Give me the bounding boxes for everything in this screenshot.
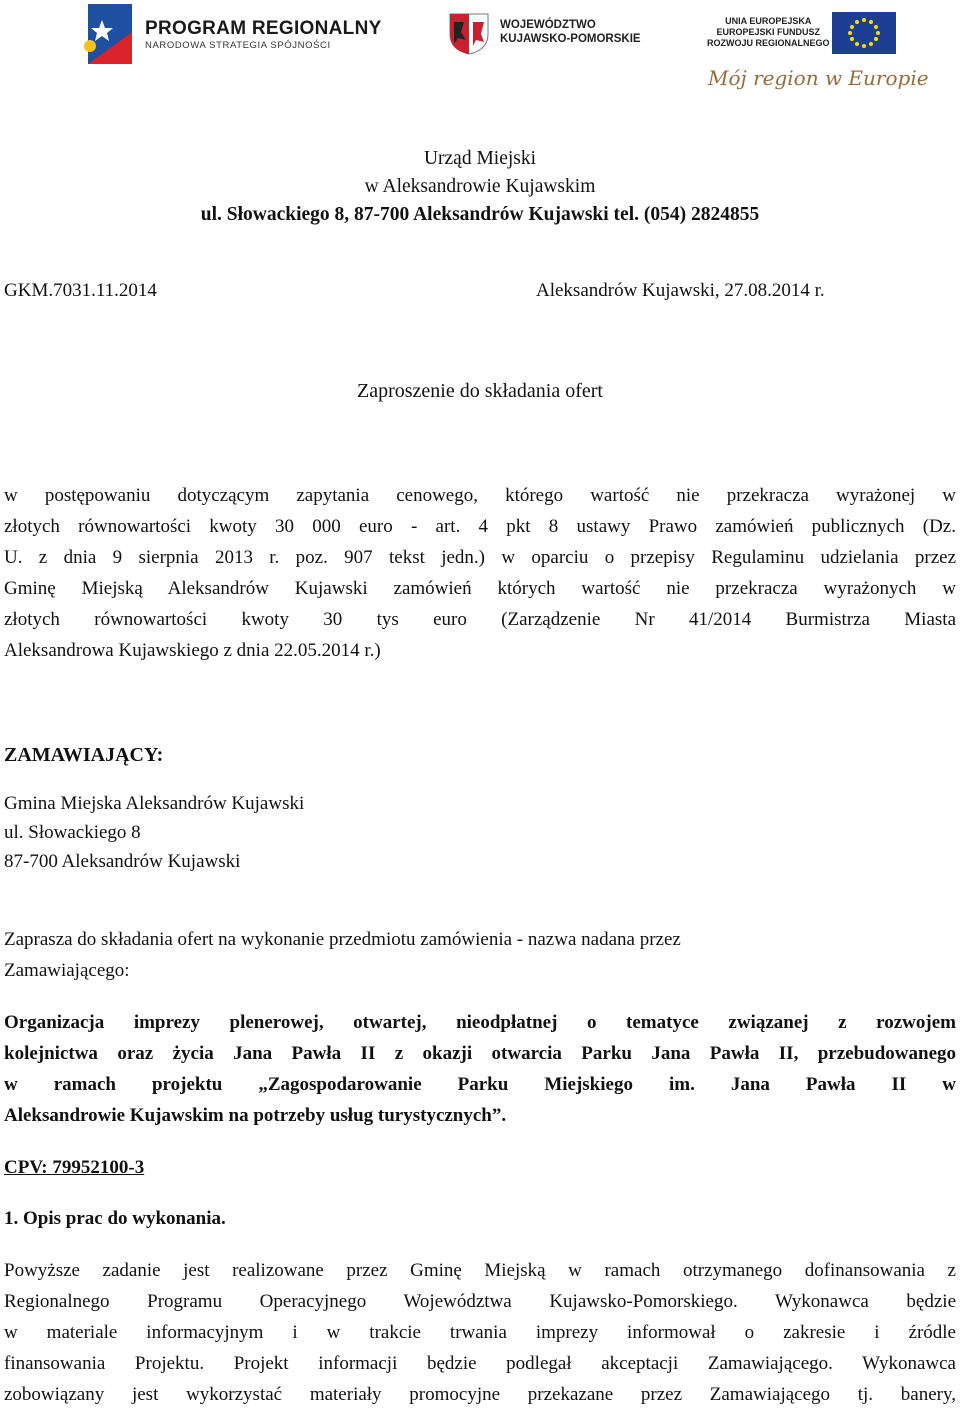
wojewodztwo-line2: KUJAWSKO-POMORSKIE bbox=[500, 33, 641, 45]
section-1-line: finansowania Projektu. Projekt informacji będzie podlegał akceptacji Zamawiającego. Wykonawca bbox=[4, 1353, 956, 1374]
eu-text bbox=[707, 16, 830, 49]
eu-line3: ROZWOJU REGIONALNEGO bbox=[707, 38, 830, 48]
cpv-code: CPV: 79952100-3 bbox=[4, 1157, 145, 1178]
intro-line: w postępowaniu dotyczącym zapytania cenowego, którego wartość nie przekracza wyrażonej w bbox=[4, 485, 956, 506]
section-1-heading: 1. Opis prac do wykonania. bbox=[4, 1208, 226, 1229]
subject-paragraph bbox=[4, 1007, 956, 1131]
subject-line: Aleksandrowie Kujawskim na potrzeby usług turystycznych”. bbox=[4, 1105, 507, 1126]
zamawiajacy-heading: ZAMAWIAJĄCY: bbox=[4, 744, 164, 766]
zamawiajacy-line: 87-700 Aleksandrów Kujawski bbox=[4, 851, 241, 872]
motto-signature: Mój region w Europie bbox=[708, 66, 929, 90]
zamawiajacy-line: Gmina Miejska Aleksandrów Kujawski bbox=[4, 793, 305, 814]
intro-line: Gminę Miejską Aleksandrów Kujawski zamówień których wartość nie przekracza wyrażonych w bbox=[4, 578, 956, 599]
section-1-line: Powyższe zadanie jest realizowane przez Gminę Miejską w ramach otrzymanego dofinansowania z bbox=[4, 1260, 956, 1281]
logo-bar bbox=[0, 0, 960, 115]
zaprasza-line: Zaprasza do składania ofert na wykonanie przedmiotu zamówienia - nazwa nadana przez bbox=[4, 929, 681, 950]
zamawiajacy-line: ul. Słowackiego 8 bbox=[4, 822, 141, 843]
intro-line: Aleksandrowa Kujawskiego z dnia 22.05.2014 r.) bbox=[4, 640, 381, 661]
intro-line: złotych równowartości kwoty 30 000 euro - art. 4 pkt 8 ustawy Prawo zamówień publicznych (Dz. bbox=[4, 516, 956, 537]
wojewodztwo-coat-of-arms bbox=[446, 10, 492, 56]
section-1-line: w materiale informacyjnym i w trakcie trwania imprezy informował o zakresie i źródle bbox=[4, 1322, 956, 1343]
reference-number: GKM.7031.11.2014 bbox=[4, 280, 157, 301]
program-subtitle: NARODOWA STRATEGIA SPÓJNOŚCI bbox=[145, 40, 331, 51]
subject-line: kolejnictwa oraz życia Jana Pawła II z okazji otwarcia Parku Jana Pawła II, przebudowanego bbox=[4, 1043, 956, 1064]
intro-line: U. z dnia 9 sierpnia 2013 r. poz. 907 tekst jedn.) w oparciu o przepisy Regulaminu udzielania przez bbox=[4, 547, 956, 568]
eu-flag bbox=[832, 12, 896, 54]
program-regionalny-text bbox=[145, 18, 382, 51]
office-address: ul. Słowackiego 8, 87-700 Aleksandrów Kujawski tel. (054) 2824855 bbox=[200, 204, 760, 225]
eu-line1: UNIA EUROPEJSKA bbox=[725, 16, 812, 26]
cpv-code-row bbox=[4, 1152, 956, 1183]
program-regionalny-logo bbox=[78, 2, 144, 68]
place-date: Aleksandrów Kujawski, 27.08.2014 r. bbox=[536, 280, 825, 301]
intro-paragraph bbox=[4, 480, 956, 666]
section-1-paragraph bbox=[4, 1255, 956, 1410]
zaprasza-paragraph bbox=[4, 924, 956, 986]
section-1-line: zobowiązany jest wykorzystać materiały promocyjne przekazane przez Zamawiającego tj. banery, bbox=[4, 1384, 956, 1405]
wojewodztwo-text bbox=[500, 18, 641, 46]
program-title: PROGRAM REGIONALNY bbox=[145, 18, 382, 39]
intro-line: złotych równowartości kwoty 30 tys euro (Zarządzenie Nr 41/2014 Burmistrza Miasta bbox=[4, 609, 956, 630]
subject-line: w ramach projektu „Zagospodarowanie Parku Miejskiego im. Jana Pawła II w bbox=[4, 1074, 956, 1095]
office-header bbox=[4, 145, 956, 229]
wojewodztwo-line1: WOJEWÓDZTWO bbox=[500, 19, 596, 31]
section-1-line: Regionalnego Programu Operacyjnego Województwa Kujawsko-Pomorskiego. Wykonawca będzie bbox=[4, 1291, 956, 1312]
zamawiajacy-address bbox=[4, 789, 956, 876]
office-name: Urząd Miejski bbox=[423, 148, 537, 169]
subject-line: Organizacja imprezy plenerowej, otwartej, nieodpłatnej o tematyce związanej z rozwojem bbox=[4, 1012, 956, 1033]
zaprasza-line: Zamawiającego: bbox=[4, 960, 130, 981]
office-city: w Aleksandrowie Kujawskim bbox=[364, 176, 596, 197]
eu-line2: EUROPEJSKI FUNDUSZ bbox=[716, 27, 821, 37]
document-title: Zaproszenie do składania ofert bbox=[356, 380, 603, 402]
